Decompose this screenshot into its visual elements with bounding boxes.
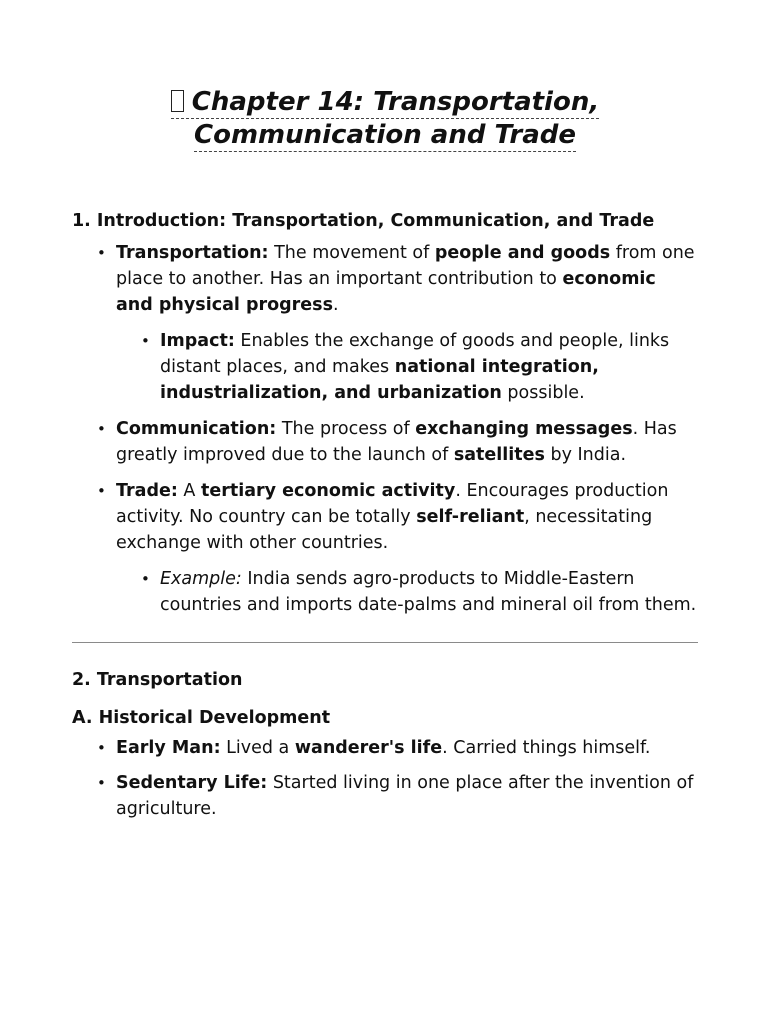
section-divider bbox=[72, 642, 698, 643]
text: . Has greatly improved due to the launch of bbox=[116, 419, 677, 465]
text: from one place to another. Has an important contribution to bbox=[116, 243, 695, 289]
bold-text: wanderer's life bbox=[294, 738, 443, 758]
text: Lived a bbox=[220, 738, 295, 758]
list-item-communication bbox=[72, 416, 698, 468]
title-text-1: Chapter 14: Transportation, bbox=[191, 87, 600, 117]
bullet: • bbox=[97, 739, 106, 757]
text: possible. bbox=[501, 383, 585, 403]
text: Enables the exchange of goods and people, links distant places, and makes bbox=[160, 331, 670, 377]
bullet: • bbox=[97, 774, 106, 792]
example-label: Example: bbox=[160, 569, 242, 589]
text: A bbox=[177, 481, 201, 501]
bullet: • bbox=[97, 420, 106, 438]
subsection-heading: A. Historical Development bbox=[72, 708, 331, 728]
bold-text: satellites bbox=[453, 445, 545, 465]
text: India sends agro-products to Middle-Eastern countries and imports date-palms and mineral oil from them. bbox=[160, 569, 697, 615]
text: . Encourages production activity. No country can be totally bbox=[116, 481, 669, 527]
title-line-2: Communication and Trade bbox=[194, 120, 576, 150]
trade-sublist bbox=[116, 566, 698, 618]
text: , necessitating exchange with other countries. bbox=[116, 507, 653, 553]
text: Started living in one place after the invention of agriculture. bbox=[116, 773, 694, 819]
bold-text: economic and physical progress bbox=[116, 269, 656, 315]
term-label: Communication: bbox=[116, 419, 277, 439]
bold-text: tertiary economic activity bbox=[200, 481, 456, 501]
broken-glyph-icon bbox=[171, 90, 184, 112]
section-2-heading: 2. Transportation bbox=[72, 670, 243, 690]
bullet: • bbox=[141, 332, 150, 350]
term-label: Trade: bbox=[116, 481, 178, 501]
list-item-example bbox=[116, 566, 698, 618]
text: The movement of bbox=[268, 243, 435, 263]
list-item-early-man bbox=[72, 735, 698, 761]
section-1-list bbox=[72, 240, 698, 618]
bold-text: exchanging messages bbox=[415, 419, 633, 439]
document-page bbox=[72, 0, 698, 831]
bold-text: people and goods bbox=[434, 243, 611, 263]
term-label: Early Man: bbox=[116, 738, 221, 758]
text: The process of bbox=[276, 419, 416, 439]
section-2-list bbox=[72, 735, 698, 822]
text: . bbox=[333, 295, 339, 315]
transportation-sublist bbox=[116, 328, 698, 406]
text: . Carried things himself. bbox=[442, 738, 651, 758]
section-1-heading: 1. Introduction: Transportation, Communication, and Trade bbox=[72, 211, 655, 231]
text: by India. bbox=[544, 445, 627, 465]
list-item-transportation bbox=[72, 240, 698, 406]
list-item-impact bbox=[116, 328, 698, 406]
bullet: • bbox=[141, 570, 150, 588]
list-item-trade bbox=[72, 478, 698, 618]
bullet: • bbox=[97, 244, 106, 262]
bullet: • bbox=[97, 482, 106, 500]
list-item-sedentary-life bbox=[72, 770, 698, 822]
term-label: Transportation: bbox=[116, 243, 269, 263]
title-line-1 bbox=[171, 87, 599, 119]
bold-text: self-reliant bbox=[416, 507, 525, 527]
term-label: Sedentary Life: bbox=[116, 773, 268, 793]
bold-text: national integration, industrialization, and urbanization bbox=[160, 357, 599, 403]
chapter-title bbox=[72, 86, 698, 152]
term-label: Impact: bbox=[160, 331, 235, 351]
